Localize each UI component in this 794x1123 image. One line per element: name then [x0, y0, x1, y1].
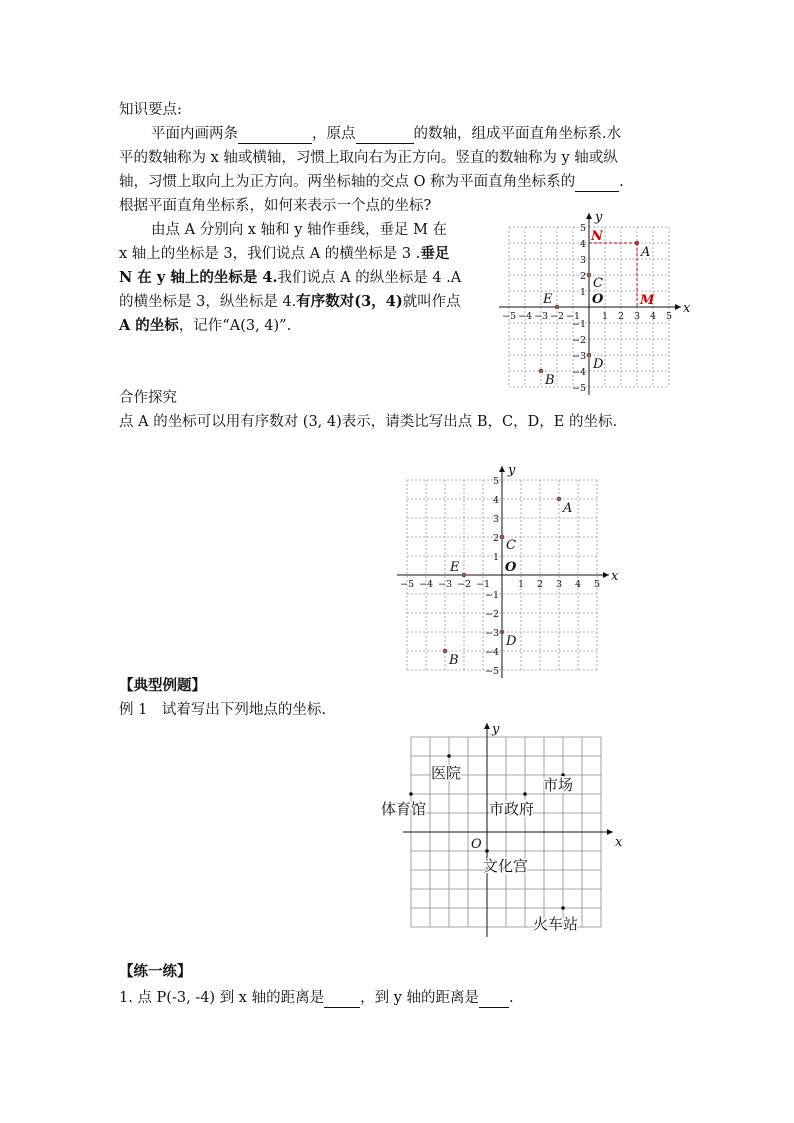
grid2-point-c — [500, 535, 504, 539]
knowledge-line-4: 根据平面直角坐标系，如何来表示一个点的坐标? — [119, 198, 432, 214]
grid1-x-tick-label: 3 — [633, 311, 641, 322]
cooperate-section — [119, 388, 719, 438]
grid2-x-tick-label: 2 — [536, 579, 544, 590]
grid2-x-tick-label: 4 — [574, 579, 582, 590]
para-line-5: A 的坐标，记作“A(3, 4)”. — [119, 317, 292, 334]
map-place-point — [523, 792, 527, 796]
grid2-y-tick-label: 2 — [492, 533, 499, 544]
grid2-x-tick-label: −5 — [399, 579, 415, 590]
grid1-x-tick-label: 4 — [649, 311, 657, 322]
fill-blank-1[interactable] — [238, 128, 312, 144]
grid2-y-tick-label: 3 — [492, 514, 499, 525]
cooperate-heading: 合作探究 — [119, 390, 177, 406]
grid1-y-tick-label: 3 — [579, 255, 586, 266]
grid-2-content — [397, 463, 619, 678]
grid1-point-d — [587, 353, 591, 357]
map-place-label: 体育馆 — [381, 800, 427, 818]
map-place-label: 火车站 — [533, 915, 579, 933]
grid1-x-tick-label: −5 — [501, 311, 517, 322]
cooperate-question: 点 A 的坐标可以用有序数对 (3, 4)表示，请类比写出点 B，C，D，E 的坐标. — [119, 414, 618, 430]
grid1-y-tick-label: 2 — [579, 271, 586, 282]
grid1-x-tick-label: −1 — [565, 311, 581, 322]
map-x-arrow-icon — [607, 829, 613, 835]
grid-1-content — [499, 210, 691, 395]
map-place-label: 市政府 — [489, 800, 535, 818]
grid1-point-label-c: C — [593, 276, 603, 291]
fill-blank-y-distance[interactable] — [479, 992, 509, 1008]
grid2-x-arrow-icon — [603, 572, 609, 578]
para-line-2: x 轴上的坐标是 3，我们说点 A 的横坐标是 3 .垂足 — [119, 245, 450, 262]
grid2-point-b — [443, 649, 447, 653]
grid2-y-tick-label: −4 — [484, 647, 499, 658]
map-origin-label: O — [471, 837, 482, 852]
map-y-arrow-icon — [484, 723, 490, 729]
grid2-x-tick-label: −4 — [418, 579, 434, 590]
grid1-y-tick-label: 4 — [579, 239, 586, 250]
grid1-y-tick-label: −2 — [571, 335, 586, 346]
grid2-point-label-a: A — [563, 501, 573, 516]
fill-blank-2[interactable] — [356, 128, 414, 144]
grid1-y-tick-label: −5 — [571, 383, 586, 394]
map-place-label: 医院 — [431, 764, 462, 782]
grid1-x-tick-label: 2 — [617, 311, 625, 322]
fill-blank-x-distance[interactable] — [324, 992, 360, 1008]
grid2-origin-label: O — [505, 560, 517, 575]
example-question: 例 1 试着写出下列地点的坐标. — [119, 702, 326, 718]
grid2-y-tick-label: −3 — [484, 628, 499, 639]
grid1-x-arrow-icon — [675, 304, 681, 310]
coordinate-grid-1 — [496, 200, 691, 400]
map-grid — [381, 714, 623, 944]
map-grid-content — [381, 722, 623, 937]
grid2-x-tick-label: 5 — [593, 579, 601, 590]
grid2-point-a — [557, 497, 561, 501]
grid2-point-d — [500, 630, 504, 634]
grid1-foot-n-label: N — [591, 229, 603, 244]
grid2-y-tick-label: 4 — [492, 495, 499, 506]
map-place-label: 文化宫 — [483, 857, 529, 875]
grid2-x-tick-label: −2 — [456, 579, 472, 590]
map-place-point — [485, 849, 489, 853]
map-x-axis-label: x — [615, 835, 623, 850]
map-place-point — [447, 754, 451, 758]
grid2-y-arrow-icon — [499, 466, 505, 472]
coordinate-grid-2 — [390, 440, 620, 677]
grid1-y-arrow-icon — [586, 213, 592, 219]
grid1-foot-m-label: M — [640, 293, 655, 308]
grid1-point-label-d: D — [593, 357, 604, 372]
grid2-x-tick-label: −1 — [475, 579, 491, 590]
grid1-y-tick-label: 5 — [579, 223, 586, 234]
grid1-y-tick-label: −4 — [571, 367, 586, 378]
knowledge-line-3: 轴，习惯上取向上为正方向。两坐标轴的交点 O 称为平面直角坐标系的 . — [119, 174, 624, 190]
grid1-x-tick-label: −3 — [533, 311, 549, 322]
grid2-y-tick-label: 5 — [492, 476, 499, 487]
para-line-4: 的横坐标是 3，纵坐标是 4.有序数对(3，4)就叫作点 — [119, 293, 461, 310]
fill-blank-3[interactable] — [575, 176, 619, 192]
practice-section — [119, 962, 679, 1012]
knowledge-line-2: 平的数轴称为 x 轴或横轴，习惯上取向右为正方向。竖直的数轴称为 y 轴或纵 — [119, 150, 618, 166]
grid2-y-tick-label: 1 — [492, 552, 499, 563]
grid1-point-label-b: B — [545, 373, 555, 388]
grid1-y-tick-label: 1 — [579, 287, 586, 298]
grid1-point-c — [587, 273, 591, 277]
grid1-x-tick-label: 1 — [601, 311, 609, 322]
grid1-y-axis-label: y — [595, 210, 603, 225]
grid1-point-label-e: E — [543, 292, 553, 307]
grid2-x-tick-label: 1 — [517, 579, 525, 590]
example-heading: 【典型例题】 — [119, 677, 206, 694]
para-line-3: N 在 y 轴上的坐标是 4.我们说点 A 的纵坐标是 4 .A — [119, 269, 462, 286]
grid2-point-label-b: B — [449, 653, 459, 668]
grid2-x-tick-label: 3 — [555, 579, 563, 590]
grid2-point-label-e: E — [450, 560, 460, 575]
knowledge-line-1: 平面内画两条 ，原点 的数轴，组成平面直角坐标系.水 — [151, 126, 622, 142]
practice-heading: 【练一练】 — [119, 963, 192, 980]
map-place-label: 市场 — [543, 776, 574, 794]
grid2-point-e — [462, 573, 466, 577]
grid1-x-tick-label: 5 — [665, 311, 673, 322]
grid1-point-label-a: A — [641, 245, 651, 260]
grid1-x-axis-label: x — [683, 301, 691, 316]
grid2-point-label-c: C — [506, 538, 516, 553]
grid2-y-tick-label: −2 — [484, 609, 499, 620]
grid1-point-e — [555, 305, 559, 309]
para-line-1: 由点 A 分别向 x 轴和 y 轴作垂线，垂足 M 在 — [151, 222, 448, 238]
map-place-point — [409, 792, 413, 796]
map-y-axis-label: y — [492, 722, 500, 737]
grid2-x-tick-label: −3 — [437, 579, 453, 590]
grid2-point-label-d: D — [506, 634, 517, 649]
grid2-x-axis-label: x — [611, 569, 619, 584]
grid1-y-tick-label: −3 — [571, 351, 586, 362]
grid1-x-tick-label: −2 — [549, 311, 565, 322]
practice-question-1: 1. 点 P(-3, -4) 到 x 轴的距离是 ，到 y 轴的距离是 . — [119, 990, 514, 1006]
grid1-origin-label: O — [592, 292, 604, 307]
map-place-point — [561, 906, 565, 910]
grid2-y-axis-label: y — [508, 463, 516, 478]
grid2-y-tick-label: −1 — [484, 590, 499, 601]
knowledge-heading: 知识要点: — [119, 102, 182, 118]
grid2-y-tick-label: −5 — [484, 666, 499, 677]
grid1-x-tick-label: −4 — [517, 311, 533, 322]
grid1-point-b — [539, 369, 543, 373]
grid1-y-tick-label: −1 — [571, 319, 586, 330]
